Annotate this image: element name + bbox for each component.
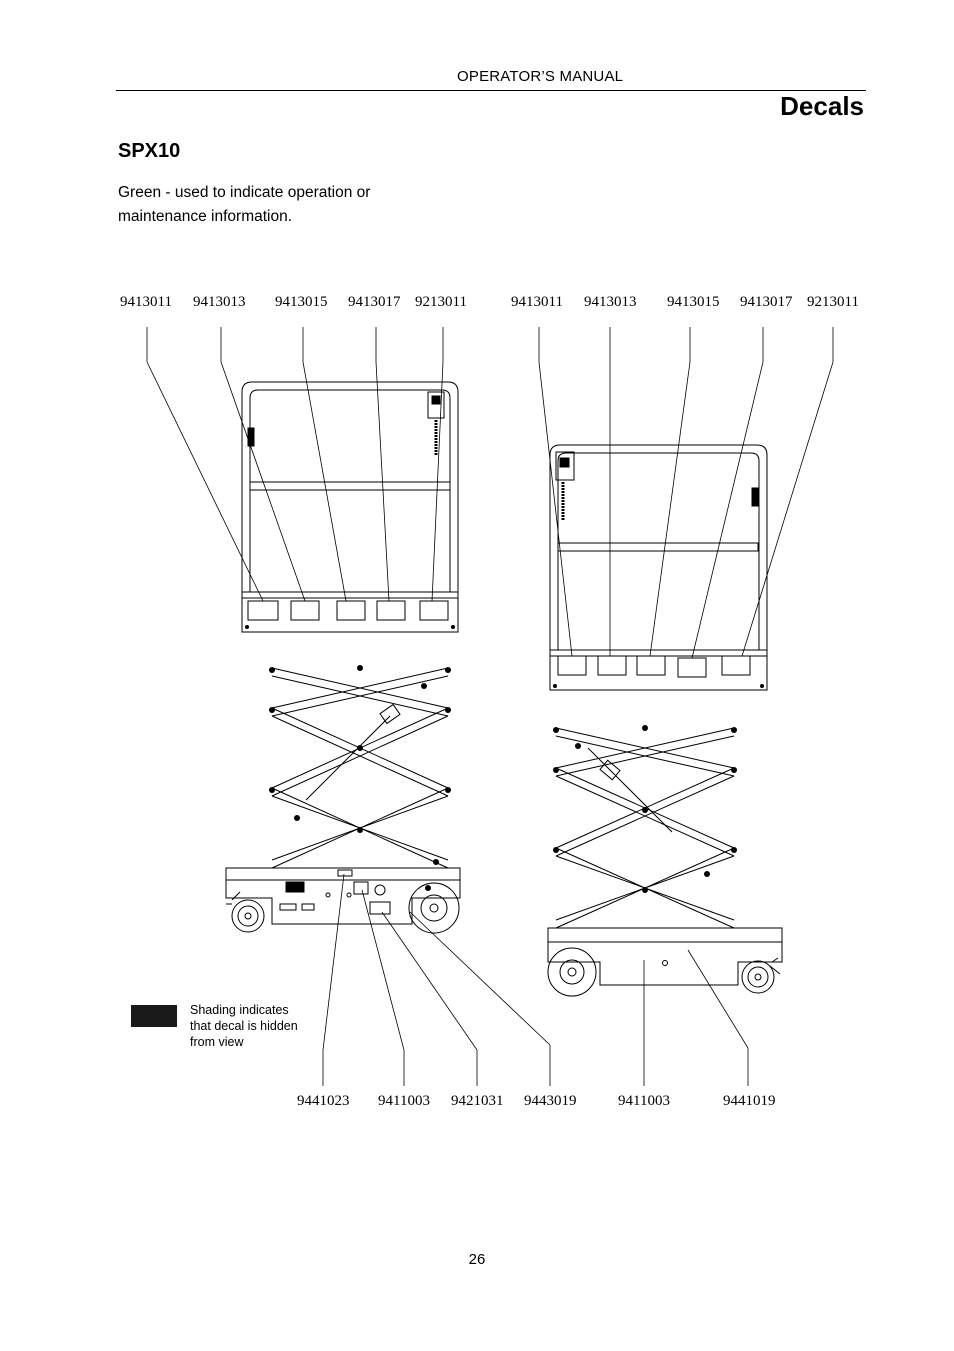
decal-code-tr-2: 9413013 — [584, 294, 637, 310]
decal-code-b-2: 9411003 — [378, 1093, 430, 1109]
callout-leaders-top-right — [539, 327, 833, 658]
decal-code-tl-3: 9413015 — [275, 294, 328, 310]
page-number: 26 — [468, 1251, 486, 1268]
hidden-decal-shading-swatch — [131, 1005, 177, 1027]
decal-code-tl-5: 9213011 — [415, 294, 467, 310]
legend-line-1: Shading indicates — [190, 1003, 289, 1017]
decal-code-tl-2: 9413013 — [193, 294, 246, 310]
decal-code-b-3: 9421031 — [451, 1093, 504, 1109]
decal-code-tl-1: 9413011 — [120, 294, 172, 310]
decal-code-b-1: 9441023 — [297, 1093, 350, 1109]
decal-code-tr-3: 9413015 — [667, 294, 720, 310]
decal-code-tl-4: 9413017 — [348, 294, 401, 310]
running-header: OPERATOR’S MANUAL — [457, 68, 624, 85]
intro-line-1: Green - used to indicate operation or — [118, 184, 371, 201]
intro-line-2: maintenance information. — [118, 208, 293, 225]
callout-leaders-top-left — [147, 327, 443, 601]
left-machine — [226, 382, 460, 933]
decal-code-b-5: 9411003 — [618, 1093, 670, 1109]
section-title: SPX10 — [118, 140, 181, 162]
decal-code-b-6: 9441019 — [723, 1093, 776, 1109]
legend-text — [190, 1002, 320, 1050]
decal-code-tr-4: 9413017 — [740, 294, 793, 310]
right-machine — [548, 445, 782, 996]
page-title: Decals — [780, 91, 864, 121]
legend-line-2: that decal is hidden — [190, 1019, 298, 1033]
decal-code-tr-5: 9213011 — [807, 294, 859, 310]
legend-line-3: from view — [190, 1035, 244, 1049]
decal-code-b-4: 9443019 — [524, 1093, 577, 1109]
decal-code-tr-1: 9413011 — [511, 294, 563, 310]
